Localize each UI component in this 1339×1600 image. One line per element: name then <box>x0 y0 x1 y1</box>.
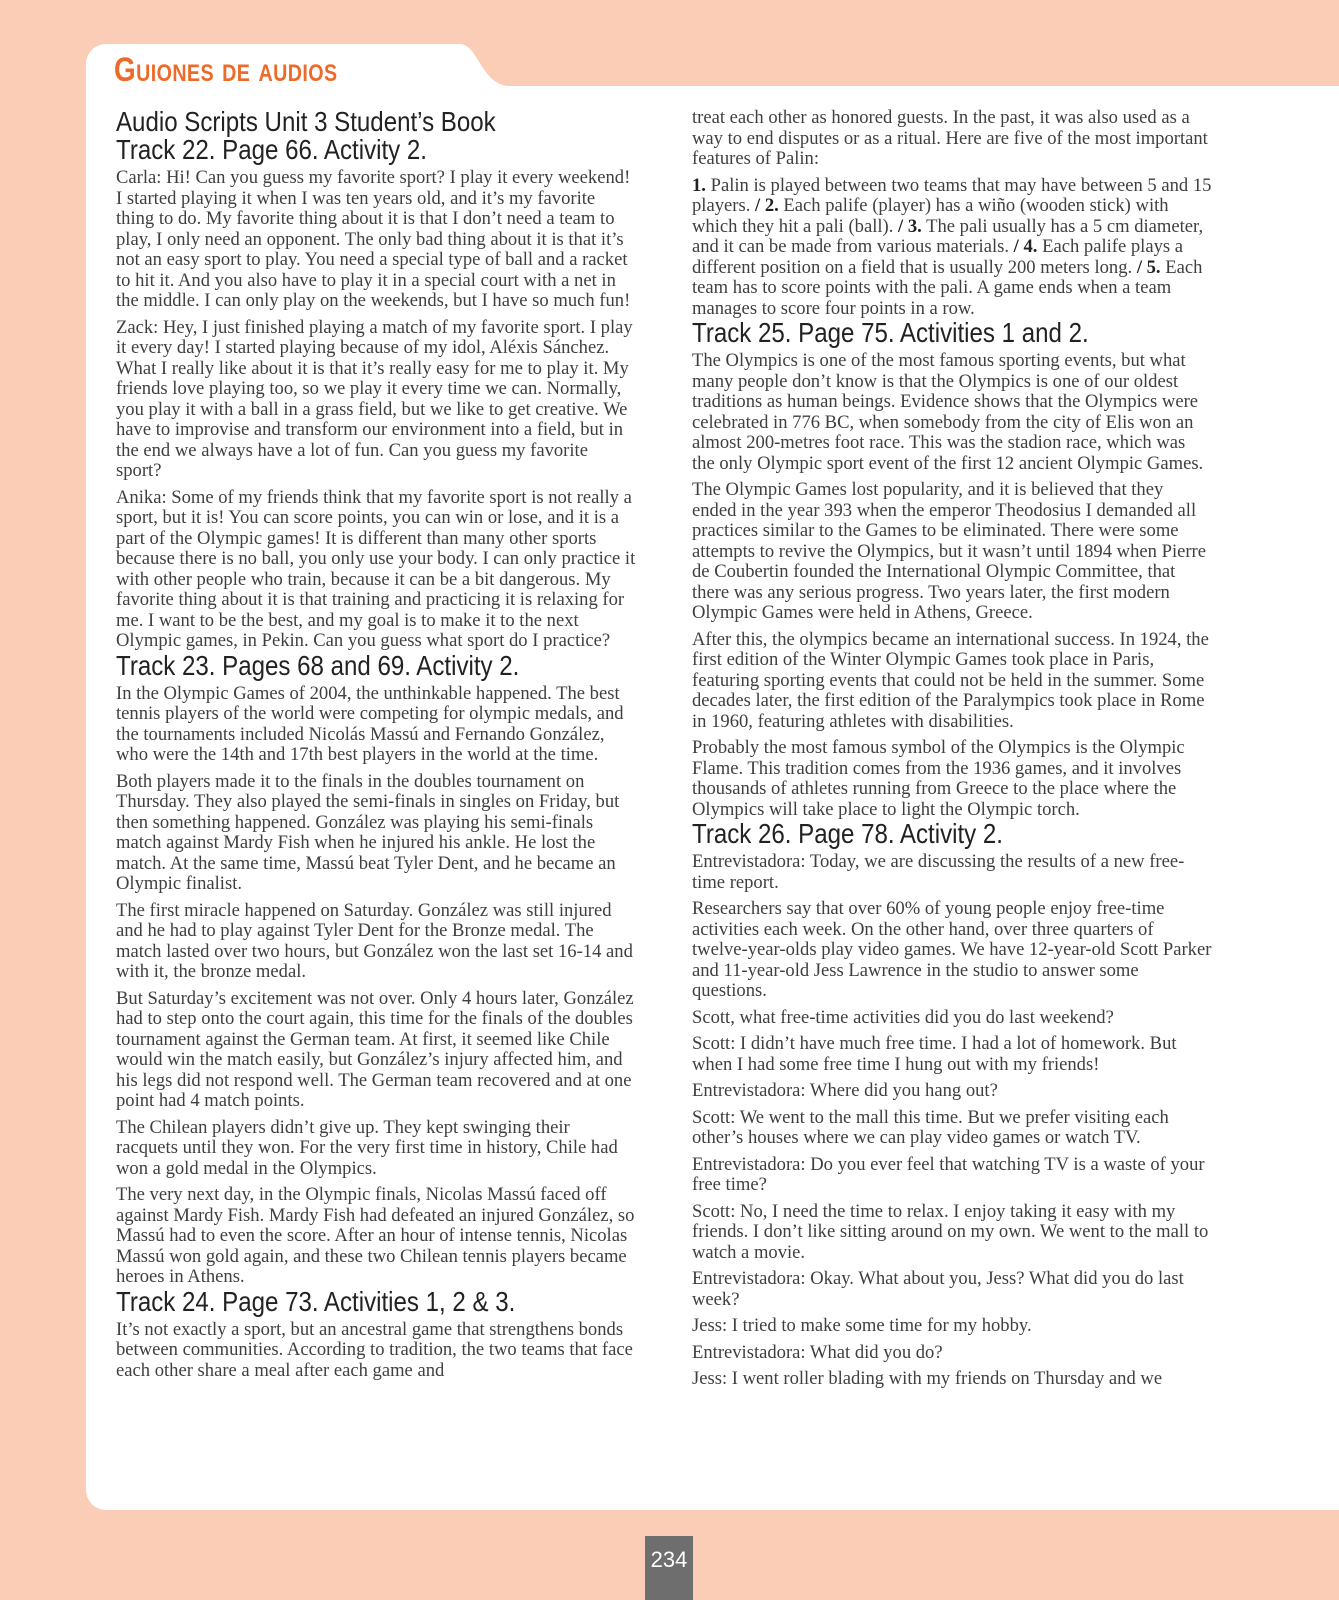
paragraph: But Saturday’s excitement was not over. Only 4 hours later, González had to step onto the court again, this time for the finals of the doubles tournament against the German team. At first, it seemed like Chile would win the match easily, but González’s injury affected him, and his legs did not respond well. The German team recovered and at one point had 4 match points. <box>116 987 634 1111</box>
paragraph: The Olympic Games lost popularity, and it is believed that they ended in the year 393 when the emperor Theodosius I demanded all practices similar to the Games to be eliminated. There were some attempts to revive the Olympics, but it wasn’t until 1894 when Pierre de Coubertin founded the International Olympic Committee, that there was any serious progress. Two years later, the first modern Olympic Games were held in Athens, Greece. <box>692 479 1206 623</box>
paragraph: After this, the olympics became an international success. In 1924, the first edition of the Winter Olympic Games took place in Paris, featuring sporting events that could not be held in the summer. Some decades later, the first edition of the Paralympics took place in Rome in 1960, featuring athletes with disabilities. <box>692 628 1209 732</box>
heading-line-2: Track 22. Page 66. Activity 2. <box>116 134 427 165</box>
dialogue-line: Entrevistadora: Okay. What about you, Jess? What did you do last week? <box>692 1268 1184 1310</box>
track-heading: Track 25. Page 75. Activities 1 and 2. <box>692 317 1089 348</box>
list-text: Each team has to score points with the pali. A game ends when a team manages to score four points in a row. <box>692 256 1203 319</box>
paragraph: Probably the most famous symbol of the Olympics is the Olympic Flame. This tradition comes from the 1936 games, and it involves thousands of athletes running from Greece to the place where the Olympics will take place to light the Olympic torch. <box>692 737 1185 820</box>
paragraph: The Olympics is one of the most famous sporting events, but what many people don’t know is that the Olympics is one of our oldest traditions as human beings. Evidence shows that the Olympics were celebrated in 776 BC, when somebody from the city of Elis won an almost 200-metres foot race. This was the stadion race, which was the only Olympic sport event of the first 12 ancient Olympic Games. <box>692 350 1204 474</box>
dialogue-line: Jess: I tried to make some time for my hobby. <box>692 1315 1032 1336</box>
list-text: The pali usually has a 5 cm diameter, and it can be made from various materials. <box>692 215 1204 257</box>
dialogue-line: Scott: I didn’t have much free time. I had a lot of homework. But when I had some free time I hung out with my friends! <box>692 1033 1177 1075</box>
list-number: 1. <box>692 174 706 196</box>
list-number: / 2. <box>755 195 779 216</box>
track-heading: Track 24. Page 73. Activities 1, 2 & 3. <box>116 1285 516 1317</box>
paragraph: The very next day, in the Olympic finals, Nicolas Massú faced off against Mardy Fish. Mardy Fish had defeated an injured González, so Massú had to even the score. After an hour of intense tennis, Nicolas Massú won gold again, and these two Chilean tennis players became heroes in Athens. <box>116 1184 635 1287</box>
header-tab-curve <box>420 44 510 86</box>
paragraph: In the Olympic Games of 2004, the unthinkable happened. The best tennis players of the world were competing for olympic medals, and the tournaments included Nicolás Massú and Fernando González, who were the 14th and 17th best players in the world at the time. <box>116 682 624 765</box>
header-band <box>460 44 1339 86</box>
list-number: / 4. <box>1013 236 1038 257</box>
page-number: 234 <box>645 1536 693 1600</box>
right-column <box>692 108 1212 1390</box>
unit-heading <box>116 108 563 164</box>
dialogue-line: Entrevistadora: Today, we are discussing the results of a new free-time report. <box>692 851 1185 893</box>
list-number: / 5. <box>1136 256 1161 278</box>
dialogue-line: Entrevistadora: Where did you hang out? <box>692 1080 998 1101</box>
dialogue-line: Scott: No, I need the time to relax. I enjoy taking it easy with my friends. I don’t like sitting around on my own. We went to the mall to watch a movie. <box>692 1200 1209 1263</box>
dialogue-line: Scott, what free-time activities did you do last weekend? <box>692 1006 1114 1028</box>
paragraph: Carla: Hi! Can you guess my favorite sport? I play it every weekend! I started playing it when I was ten years old, and it’s my favorite thing to do. My favorite thing about it is that I don’t need a team to play, I only need an opponent. The only bad thing about it is that it’s not an easy sport to play. You need a special type of ball and a racket to hit it. And you also have to play it in a special court with a net in the middle. I can only play on the weekends, but I have so much fun! <box>116 167 631 311</box>
paragraph: It’s not exactly a sport, but an ancestral game that strengthens bonds between communities. According to tradition, the two teams that face each other share a meal after each game and <box>116 1318 633 1381</box>
dialogue-line: Jess: I went roller blading with my friends on Thursday and we <box>692 1368 1163 1389</box>
paragraph: The first miracle happened on Saturday. González was still injured and he had to play against Tyler Dent for the Bronze medal. The match lasted over two hours, but González won the last set 16-14 and with it, the bronze medal. <box>116 899 633 982</box>
paragraph: Anika: Some of my friends think that my favorite sport is not really a sport, but it is! You can score points, you can win or lose, and it is a part of the Olympic games! It is different than many other sports because there is no ball, you only use your body. I can only practice it with other people who train, because it can be a bit dangerous. My favorite thing about it is that training and practicing it is relaxing for me. I want to be the best, and my goal is to make it to the next Olympic games, in Pekin. Can you guess what sport do I practice? <box>116 486 636 651</box>
palin-features <box>692 176 1212 320</box>
section-title: Guiones de audios <box>114 51 338 89</box>
heading-line-1: Audio Scripts Unit 3 Student’s Book <box>116 106 496 137</box>
paragraph: Zack: Hey, I just finished playing a match of my favorite sport. I play it every day! I started playing because of my idol, Aléxis Sánchez. What I really like about it is that it’s really easy for me to play it. My friends love playing too, so we play it every time we can. Normally, you play it with a ball in a grass field, but we like to get creative. We have to improvise and transform our environment into a field, but in the end we always have a lot of fun. Can you guess my favorite sport? <box>116 316 633 481</box>
list-text: Each palife (player) has a wiño (wooden stick) with which they hit a pali (ball). <box>692 195 1169 237</box>
list-text: Each palife plays a different position on a field that is usually 200 meters long. <box>692 236 1184 278</box>
dialogue-line: Researchers say that over 60% of young people enjoy free-time activities each week. On the other hand, over three quarters of twelve-year-olds play video games. We have 12-year-old Scott Parker and 11-year-old Jess Lawrence in the studio to answer some questions. <box>692 898 1212 1001</box>
track-heading: Track 23. Pages 68 and 69. Activity 2. <box>116 649 520 681</box>
left-column <box>116 108 636 1381</box>
list-number: / 3. <box>898 215 922 237</box>
dialogue-line: Scott: We went to the mall this time. But we prefer visiting each other’s houses where we can play video games or watch TV. <box>692 1106 1169 1148</box>
list-text: Palin is played between two teams that may have between 5 and 15 players. <box>692 174 1212 216</box>
dialogue-line: Entrevistadora: What did you do? <box>692 1341 943 1363</box>
paragraph: Both players made it to the finals in the doubles tournament on Thursday. They also played the semi-finals in singles on Friday, but then something happened. González was playing his semi-finals match against Mardy Fish when he injured his ankle. He lost the match. At the same time, Massú beat Tyler Dent, and he became an Olympic finalist. <box>116 770 620 894</box>
paragraph: treat each other as honored guests. In the past, it was also used as a way to end disputes or as a ritual. Here are five of the most important features of Palin: <box>692 107 1208 169</box>
dialogue-line: Entrevistadora: Do you ever feel that watching TV is a waste of your free time? <box>692 1153 1205 1195</box>
paragraph: The Chilean players didn’t give up. They kept swinging their racquets until they won. For the very first time in history, Chile had won a gold medal in the Olympics. <box>116 1116 618 1179</box>
track-heading: Track 26. Page 78. Activity 2. <box>692 818 1003 849</box>
